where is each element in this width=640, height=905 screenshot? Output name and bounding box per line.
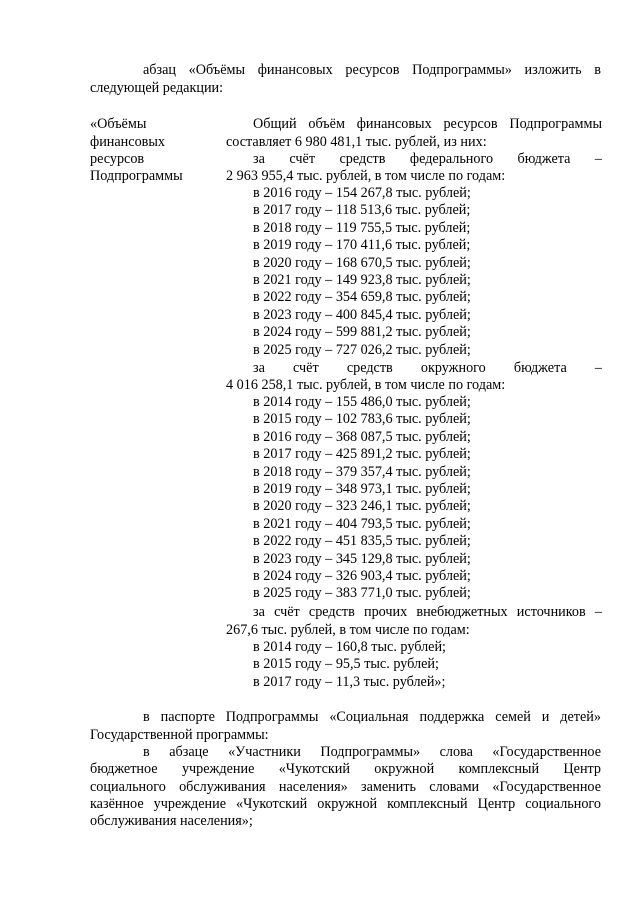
participants-line-4: казённое учреждение «Чукотский окружной комплексный Центр социального — [90, 796, 601, 812]
federal-year-line: в 2022 году – 354 659,8 тыс. рублей; — [253, 289, 471, 306]
district-year-line: в 2020 году – 323 246,1 тыс. рублей; — [253, 498, 471, 515]
district-year-line: в 2018 году – 379 357,4 тыс. рублей; — [253, 463, 471, 480]
participants-line-3: социального обслуживания населения» заменить словами «Государственное — [90, 779, 601, 795]
label-line-4: Подпрограммы — [90, 168, 183, 184]
federal-year-line: в 2018 году – 119 755,5 тыс. рублей; — [253, 219, 471, 236]
participants-line-1: в абзаце «Участники Подпрограммы» слова «Государственное — [143, 744, 601, 760]
intro-line-1: абзац «Объёмы финансовых ресурсов Подпрограммы» изложить в — [143, 62, 601, 78]
participants-line-5: обслуживания населения»; — [90, 813, 253, 829]
other-line-2: 267,6 тыс. рублей, в том числе по годам: — [226, 622, 470, 638]
federal-year-line: в 2017 году – 118 513,6 тыс. рублей; — [253, 202, 471, 219]
other-line-1: за счёт средств прочих внебюджетных источников – — [253, 604, 602, 620]
federal-year-line: в 2021 году – 149 923,8 тыс. рублей; — [253, 272, 471, 288]
district-year-line: в 2014 году – 155 486,0 тыс. рублей; — [253, 394, 471, 410]
district-line-1: за счёт средств окружного бюджета – — [253, 360, 602, 376]
participants-line-2: бюджетное учреждение «Чукотский окружной комплексный Центр — [90, 761, 601, 777]
label-line-2: финансовых — [90, 134, 165, 150]
federal-year-line: в 2024 году – 599 881,2 тыс. рублей; — [253, 324, 471, 341]
district-year-line: в 2017 году – 425 891,2 тыс. рублей; — [253, 446, 471, 463]
district-year-line: в 2019 году – 348 973,1 тыс. рублей; — [253, 481, 471, 497]
total-line-1: Общий объём финансовых ресурсов Подпрограммы — [253, 116, 602, 132]
district-year-line: в 2025 году – 383 771,0 тыс. рублей; — [253, 585, 471, 602]
district-line-2: 4 016 258,1 тыс. рублей, в том числе по годам: — [226, 377, 506, 393]
passport-line-1: в паспорте Подпрограммы «Социальная поддержка семей и детей» — [143, 709, 601, 725]
other-year-line: в 2017 году – 11,3 тыс. рублей»; — [253, 673, 446, 690]
district-year-line: в 2024 году – 326 903,4 тыс. рублей; — [253, 568, 471, 584]
district-year-line: в 2016 году – 368 087,5 тыс. рублей; — [253, 428, 471, 445]
federal-line-1: за счёт средств федерального бюджета – — [253, 151, 602, 167]
federal-year-line: в 2025 году – 727 026,2 тыс. рублей; — [253, 341, 471, 358]
district-year-line: в 2023 году – 345 129,8 тыс. рублей; — [253, 550, 471, 567]
district-year-line: в 2015 году – 102 783,6 тыс. рублей; — [253, 411, 471, 428]
label-line-3: ресурсов — [90, 151, 145, 167]
federal-year-line: в 2020 году – 168 670,5 тыс. рублей; — [253, 254, 471, 271]
federal-year-line: в 2019 году – 170 411,6 тыс. рублей; — [253, 237, 471, 254]
federal-year-line: в 2023 году – 400 845,4 тыс. рублей; — [253, 306, 471, 323]
other-year-line: в 2014 году – 160,8 тыс. рублей; — [253, 639, 446, 655]
passport-line-2: Государственной программы: — [90, 727, 269, 743]
label-line-1: «Объёмы — [90, 116, 147, 132]
other-year-line: в 2015 году – 95,5 тыс. рублей; — [253, 656, 439, 673]
federal-line-2: 2 963 955,4 тыс. рублей, в том числе по годам: — [226, 168, 506, 184]
district-year-line: в 2021 году – 404 793,5 тыс. рублей; — [253, 515, 471, 532]
district-year-line: в 2022 году – 451 835,5 тыс. рублей; — [253, 533, 471, 550]
intro-line-2: следующей редакции: — [90, 80, 224, 96]
federal-year-line: в 2016 году – 154 267,8 тыс. рублей; — [253, 185, 471, 201]
total-line-2: составляет 6 980 481,1 тыс. рублей, из них: — [226, 134, 487, 150]
